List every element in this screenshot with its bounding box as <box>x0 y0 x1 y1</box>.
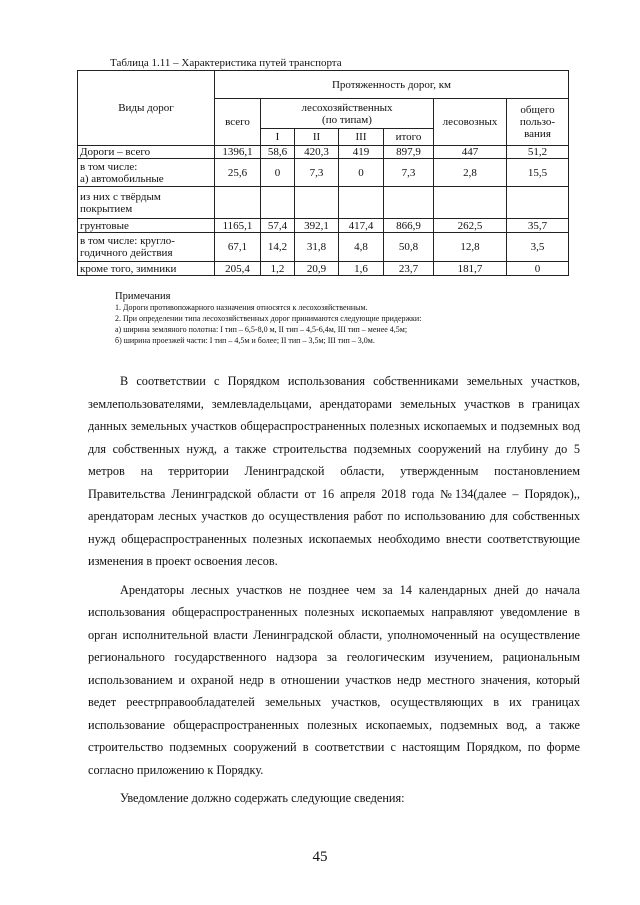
cell-timber: 262,5 <box>434 219 507 233</box>
cell-public <box>507 187 569 219</box>
row-label-line: в том числе: <box>80 160 138 173</box>
header-subtotal: итого <box>384 129 434 146</box>
cell-timber <box>434 187 507 219</box>
table-notes <box>115 291 421 346</box>
cell-timber: 2,8 <box>434 159 507 187</box>
cell-type-1: 57,4 <box>261 219 295 233</box>
cell-type-2: 392,1 <box>295 219 339 233</box>
cell-total: 25,6 <box>215 159 261 187</box>
table-row <box>78 233 569 262</box>
note-line: 1. Дороги противопожарного назначения относятся к лесохозяйственным. <box>115 303 368 312</box>
header-type-2: II <box>295 129 339 146</box>
row-label <box>78 187 215 219</box>
cell-timber: 181,7 <box>434 262 507 276</box>
cell-type-2: 420,3 <box>295 146 339 159</box>
table-row <box>78 219 569 233</box>
page-number: 45 <box>312 849 328 865</box>
row-label <box>78 219 215 233</box>
cell-total <box>215 187 261 219</box>
cell-type-1: 1,2 <box>261 262 295 276</box>
row-label-line: кроме того, зимники <box>80 262 177 275</box>
cell-subtotal <box>384 187 434 219</box>
cell-subtotal: 7,3 <box>384 159 434 187</box>
table-row <box>78 159 569 187</box>
header-forestry-line1: лесохозяйственных <box>301 101 393 114</box>
notes-title: Примечания <box>115 291 171 302</box>
header-total: всего <box>215 99 261 146</box>
row-label-line: в том числе: кругло- <box>80 235 175 247</box>
header-timber: лесовозных <box>434 99 507 146</box>
note-line: б) ширина проезжей части: I тип – 4,5м и более; II тип – 3,5м; III тип – 3,0м. <box>115 336 375 345</box>
cell-subtotal: 866,9 <box>384 219 434 233</box>
cell-subtotal: 897,9 <box>384 146 434 159</box>
table-row <box>78 146 569 159</box>
row-label-line: грунтовые <box>80 219 129 232</box>
cell-public: 51,2 <box>507 146 569 159</box>
header-public-line1: общего <box>520 104 555 116</box>
cell-subtotal: 23,7 <box>384 262 434 276</box>
roads-table <box>77 70 569 276</box>
row-label-line: годичного действия <box>80 247 173 259</box>
row-label-line: покрытием <box>80 202 133 215</box>
body-text <box>88 370 580 810</box>
cell-type-3: 1,6 <box>339 262 384 276</box>
cell-type-3: 4,8 <box>339 233 384 262</box>
cell-type-1: 14,2 <box>261 233 295 262</box>
header-road-types: Виды дорог <box>78 71 215 146</box>
cell-total: 67,1 <box>215 233 261 262</box>
cell-subtotal: 50,8 <box>384 233 434 262</box>
cell-timber: 12,8 <box>434 233 507 262</box>
cell-type-2: 20,9 <box>295 262 339 276</box>
cell-public: 35,7 <box>507 219 569 233</box>
header-type-1: I <box>261 129 295 146</box>
cell-public: 15,5 <box>507 159 569 187</box>
note-line: а) ширина земляного полотна: I тип – 6,5-8,0 м, II тип – 4,5-6,4м, III тип – менее 4,5м; <box>115 325 408 334</box>
paragraph: В соответствии с Порядком использования собственниками земельных участков, землепользователями, землевладельцами, арендаторами земельных участков в границах данных земельных участков общераспространенных полезных ископаемых и подземных вод для собственных нужд, а также строительства подземных сооружений на глубину до 5 метров на территории Ленинградской области, утвержденным постановлением Правительства Ленинградской области от 16 апреля 2018 года №134(далее – Порядок),, арендаторам лесных участков до осуществления работ по использованию для собственных нужд общераспространенных полезных ископаемых необходимо внести соответствующие изменения в проект освоения лесов. <box>88 374 580 568</box>
row-label <box>78 146 215 159</box>
cell-type-3: 419 <box>339 146 384 159</box>
cell-total: 1165,1 <box>215 219 261 233</box>
cell-public: 0 <box>507 262 569 276</box>
cell-public: 3,5 <box>507 233 569 262</box>
row-label <box>78 262 215 276</box>
row-label <box>78 233 215 262</box>
paragraph: Арендаторы лесных участков не позднее чем за 14 календарных дней до начала использования общераспространенных полезных ископаемых направляют уведомление в орган исполнительной власти Ленинградской области, уполномоченный на осуществление регионального государственного надзора за геологическим изучением, рациональным использованием и охраной недр в отношении участков недр местного значения, который ведет реестрправообладателей земельных участков, осуществляющих в их границах использование общераспространенных полезных ископаемых, подземных вод, а также строительство подземных сооружений в соответствии с настоящим Порядком, по форме согласно приложению к Порядку. <box>88 582 580 777</box>
row-label-line: Дороги – всего <box>80 146 151 158</box>
header-type-3: III <box>339 129 384 146</box>
paragraph: Уведомление должно содержать следующие сведения: <box>120 791 405 805</box>
header-forestry-line2: (по типам) <box>322 113 372 126</box>
header-forestry <box>261 99 434 129</box>
header-public-line3: вания <box>524 128 551 140</box>
cell-total: 1396,1 <box>215 146 261 159</box>
cell-type-2: 7,3 <box>295 159 339 187</box>
header-public <box>507 99 569 146</box>
header-public-line2: пользо- <box>519 116 556 128</box>
table-row <box>78 262 569 276</box>
cell-type-2 <box>295 187 339 219</box>
note-line: 2. При определении типа лесохозяйственных дорог принимаются следующие придержки: <box>115 314 422 323</box>
cell-type-2: 31,8 <box>295 233 339 262</box>
row-label-line: из них с твёрдым <box>80 190 161 203</box>
cell-type-1 <box>261 187 295 219</box>
cell-type-3: 0 <box>339 159 384 187</box>
table-caption: Таблица 1.11 – Характеристика путей транспорта <box>110 57 342 69</box>
cell-timber: 447 <box>434 146 507 159</box>
table-row <box>78 187 569 219</box>
cell-type-1: 58,6 <box>261 146 295 159</box>
header-length-group: Протяженность дорог, км <box>215 71 569 99</box>
cell-type-3: 417,4 <box>339 219 384 233</box>
cell-type-3 <box>339 187 384 219</box>
row-label-line: а) автомобильные <box>80 172 164 185</box>
row-label <box>78 159 215 187</box>
cell-type-1: 0 <box>261 159 295 187</box>
cell-total: 205,4 <box>215 262 261 276</box>
